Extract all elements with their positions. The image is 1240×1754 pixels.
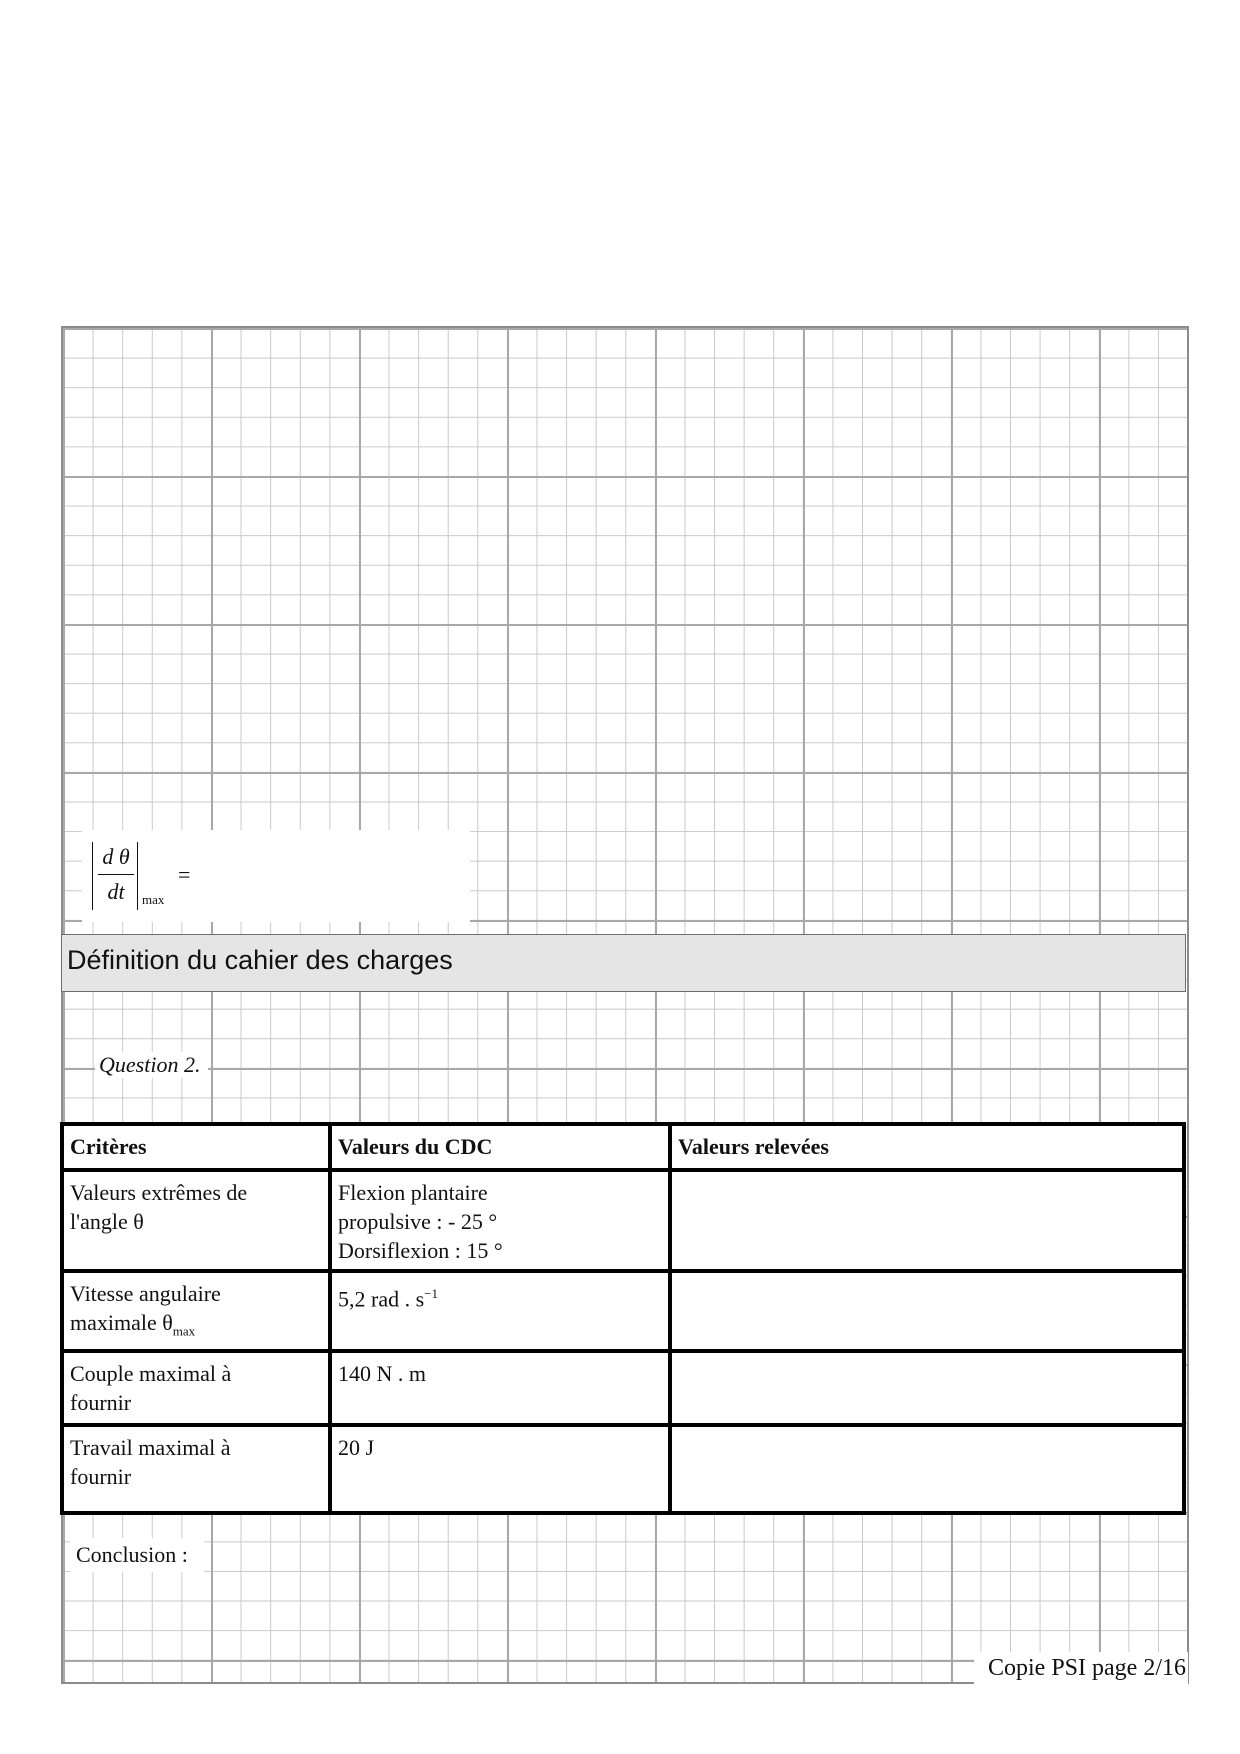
criteria-table	[60, 1122, 1186, 1515]
cdc-value-cell	[330, 1271, 670, 1351]
cdc-value-text: Dorsiflexion : 15 °	[338, 1238, 503, 1263]
criterion-text: Couple maximal à	[70, 1361, 232, 1387]
cdc-value-text: 5,2 rad . s	[338, 1286, 425, 1312]
criterion-text: Vitesse angulaire	[70, 1281, 221, 1306]
criterion-cell	[62, 1170, 330, 1271]
formula-numerator: d θ	[102, 844, 130, 869]
fraction-line	[98, 874, 134, 875]
formula-equals: =	[178, 862, 191, 887]
criterion-cell	[62, 1351, 330, 1425]
header-criteria: Critères	[62, 1124, 330, 1170]
abs-bar-left	[92, 842, 93, 910]
measured-value-cell[interactable]	[670, 1170, 1184, 1271]
formula-subscript: max	[142, 892, 165, 907]
criterion-cell	[62, 1271, 330, 1351]
measured-value-cell[interactable]	[670, 1271, 1184, 1351]
measured-value-cell[interactable]	[670, 1425, 1184, 1513]
criterion-text: Travail maximal à	[70, 1435, 231, 1461]
angular-velocity-formula	[82, 830, 470, 922]
criterion-subscript: max	[172, 1323, 196, 1339]
criterion-cell	[62, 1425, 330, 1513]
cdc-value-cell	[330, 1351, 670, 1425]
abs-bar-right	[137, 842, 138, 910]
cdc-value-exponent: −1	[424, 1286, 438, 1301]
cdc-value-text: propulsive : - 25 °	[338, 1209, 498, 1234]
header-cdc-values: Valeurs du CDC	[330, 1124, 670, 1170]
cdc-value-cell	[330, 1425, 670, 1513]
table-header-row	[62, 1124, 1184, 1170]
table-row	[62, 1271, 1184, 1351]
cdc-value-cell	[330, 1170, 670, 1271]
table-row	[62, 1425, 1184, 1513]
header-measured-values: Valeurs relevées	[670, 1124, 1184, 1170]
criterion-text: l'angle θ	[70, 1209, 144, 1234]
cdc-value-text: 20 J	[338, 1435, 375, 1461]
criterion-text: fournir	[70, 1390, 132, 1416]
measured-value-cell[interactable]	[670, 1351, 1184, 1425]
criterion-text: Valeurs extrêmes de	[70, 1180, 248, 1205]
cdc-value-text: Flexion plantaire	[338, 1180, 488, 1205]
formula-denominator: dt	[107, 879, 125, 904]
conclusion-label: Conclusion :	[70, 1538, 204, 1572]
table-row	[62, 1170, 1184, 1271]
criterion-text: fournir	[70, 1464, 132, 1490]
page-footer: Copie PSI page 2/16	[974, 1652, 1188, 1684]
section-title: Définition du cahier des charges	[61, 934, 1186, 992]
cdc-value-text: 140 N . m	[338, 1361, 426, 1387]
table-row	[62, 1351, 1184, 1425]
question-label: Question 2.	[95, 1052, 208, 1078]
criterion-text: maximale θ	[70, 1310, 173, 1335]
